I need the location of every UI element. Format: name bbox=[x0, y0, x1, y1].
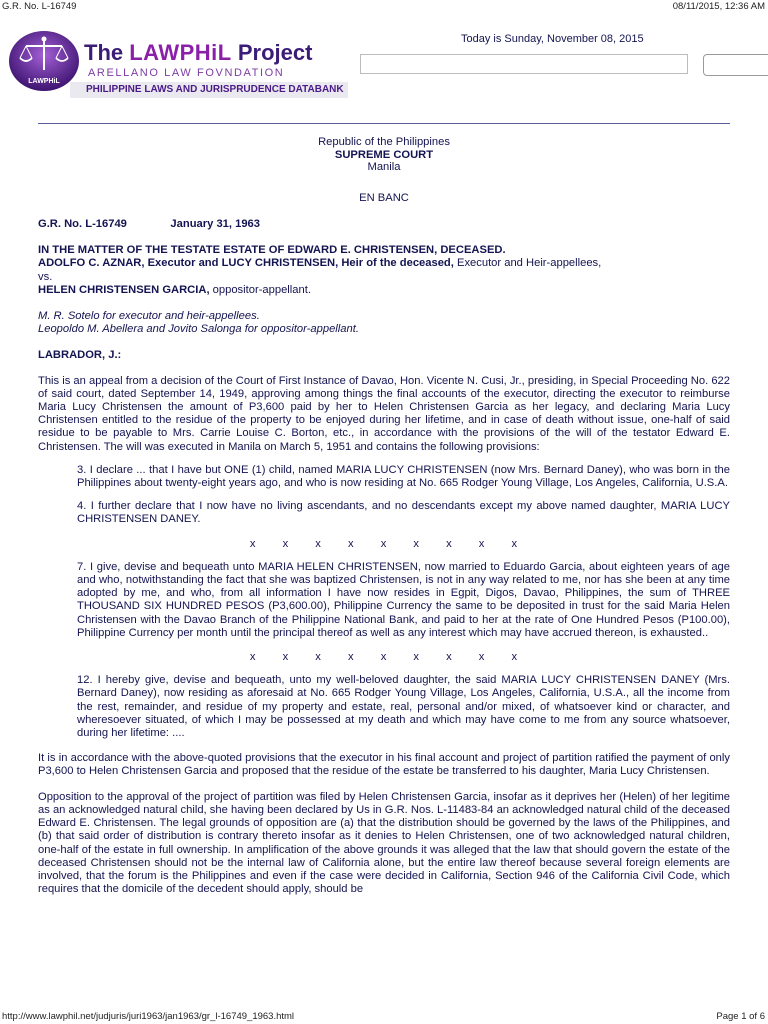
case-matter: IN THE MATTER OF THE TESTATE ESTATE OF EDWARD E. CHRISTENSEN, DECEASED. bbox=[38, 244, 506, 257]
case-oppositor: HELEN CHRISTENSEN GARCIA, oppositor-appellant. bbox=[38, 283, 311, 296]
court-name: SUPREME COURT bbox=[334, 148, 434, 161]
body-paragraph: It is in accordance with the above-quoted provisions that the executor in his final account and project of partition ratified the payment of only P3,600 to Helen Christensen Garcia and proposed that the residue of the estate be transferred to his daughter, Maria Lucy Christensen. bbox=[38, 752, 730, 778]
court-city: Manila bbox=[367, 161, 401, 174]
case-parties: ADOLFO C. AZNAR, Executor and LUCY CHRISTENSEN, Heir of the deceased, Executor and Heir-appellees, bbox=[38, 257, 602, 270]
will-provision-4: 4. I further declare that I now have no living ascendants, and no descendants except my above named daughter, MARIA LUCY CHRISTENSEN DANEY. bbox=[77, 500, 730, 526]
seal-text: LAWPHiL bbox=[28, 78, 60, 85]
body-paragraph: This is an appeal from a decision of the Court of First Instance of Davao, Hon. Vicente N. Cusi, Jr., presiding, in Special Proceeding No. 622 of said court, dated September 14, 1949, approving among things the final accounts of the executor, directing the executor to reimburse Maria Lucy Christensen the amount of P3,600 paid by her to Helen Christensen Garcia as her legacy, and declaring Maria Lucy Christensen entitled to the residue of the property to be enjoyed during her lifetime, and in case of death without issue, one-half of said residue to be payable to Mrs. Carrie Louise C. Borton, etc., in accordance with the provisions of the will of the testator Edward E. Christensen. The will was executed in Manila on March 5, 1951 and contains the following provisions: bbox=[38, 374, 730, 453]
versus: vs. bbox=[38, 270, 53, 283]
print-header-timestamp: 08/11/2015, 12:36 AM bbox=[672, 1, 765, 12]
omission-separator: x x x x x x x x x bbox=[249, 537, 519, 550]
omission-separator: x x x x x x x x x bbox=[249, 651, 519, 664]
site-brand: The LAWPHiL Project bbox=[84, 40, 313, 65]
decision-date: January 31, 1963 bbox=[170, 217, 260, 230]
site-logo[interactable] bbox=[8, 30, 343, 98]
print-footer bbox=[0, 1010, 768, 1024]
case-number-line bbox=[38, 218, 730, 231]
decision-content bbox=[38, 136, 730, 896]
page-url: http://www.lawphil.net/judjuris/juri1963/jan1963/gr_l-16749_1963.html bbox=[2, 1011, 295, 1022]
counsel-list bbox=[38, 310, 730, 336]
foundation-name: ARELLANO LAW FOVNDATION bbox=[88, 67, 285, 79]
ponente: LABRADOR, J.: bbox=[38, 349, 122, 362]
court-heading bbox=[38, 136, 730, 174]
page-number: Page 1 of 6 bbox=[716, 1011, 765, 1022]
case-title bbox=[38, 244, 730, 297]
databank-banner: PHILIPPINE LAWS AND JURISPRUDENCE DATABANK bbox=[70, 82, 348, 98]
body-paragraph: Opposition to the approval of the project of partition was filed by Helen Christensen Garcia, insofar as it deprives her (Helen) of her legitime as an acknowledged natural child, she having been declared by Us in G.R. Nos. L-11483-84 an acknowledged natural child of the deceased Edward E. Christensen. The legal grounds of opposition are (a) that the distribution should be governed by the laws of the Philippines, and (b) that said order of distribution is contrary thereto insofar as it denies to Helen Christensen, one of two acknowledged natural children, one-half of the estate in full ownership. In amplification of the above grounds it was alleged that the law that should govern the estate of the deceased Christensen should not be the internal law of California alone, but the entire law thereof because several foreign elements are involved, that the forum is the Philippines and even if the case were decided in California, Section 946 of the California Civil Code, which requires that the domicile of the decedent should apply, should be bbox=[38, 790, 730, 896]
search-button[interactable] bbox=[703, 54, 768, 76]
will-provision-7: 7. I give, devise and bequeath unto MARIA HELEN CHRISTENSEN, now married to Eduardo Garcia, about eighteen years of age and who, notwithstanding the fact that she was baptized Christensen, is not in any way related to me, nor has she been at any time adopted by me, and who, from all information I have now resides in Egpit, Digos, Davao, Philippines, the sum of THREE THOUSAND SIX HUNDRED PESOS (P3,600.00), Philippine Currency the same to be deposited in trust for the said Maria Helen Christensen with the Davao Branch of the Philippine National Bank, and paid to her at the rate of One Hundred Pesos (P100.00), Philippine Currency per month until the principal thereof as well as any interest which may have accrued thereon, is exhausted.. bbox=[77, 560, 730, 639]
gr-number: G.R. No. L-16749 bbox=[38, 217, 127, 230]
will-provision-3: 3. I declare ... that I have but ONE (1) child, named MARIA LUCY CHRISTENSEN (now Mrs. Bernard Daney), who was born in the Philippines about twenty-eight years ago, and who is now residing at No. 665 Rodger Young Village, Los Angeles, California, U.S.A. bbox=[77, 463, 730, 490]
republic-line: Republic of the Philippines bbox=[318, 136, 450, 148]
search-input[interactable] bbox=[360, 54, 688, 74]
print-header-title: G.R. No. L-16749 bbox=[2, 1, 77, 12]
counsel-appellees: M. R. Sotelo for executor and heir-appellees. bbox=[38, 310, 260, 322]
counsel-appellant: Leopoldo M. Abellera and Jovito Salonga for oppositor-appellant. bbox=[38, 323, 359, 336]
today-date: Today is Sunday, November 08, 2015 bbox=[461, 33, 644, 45]
print-header bbox=[0, 0, 768, 14]
header-divider bbox=[38, 123, 730, 124]
division-label: EN BANC bbox=[359, 191, 409, 204]
will-provision-12: 12. I hereby give, devise and bequeath, unto my well-beloved daughter, the said MARIA LUCY CHRISTENSEN DANEY (Mrs. Bernard Daney), now residing as aforesaid at No. 665 Rodger Young Village, Los Angeles, California, U.S.A., all the income from the rest, remainder, and residue of my property and estate, real, personal and/or mixed, of whatsoever kind or character, and wheresoever situated, of which I may be possessed at my death and which may have come to me from any source whatsoever, during her lifetime: .... bbox=[77, 674, 730, 740]
